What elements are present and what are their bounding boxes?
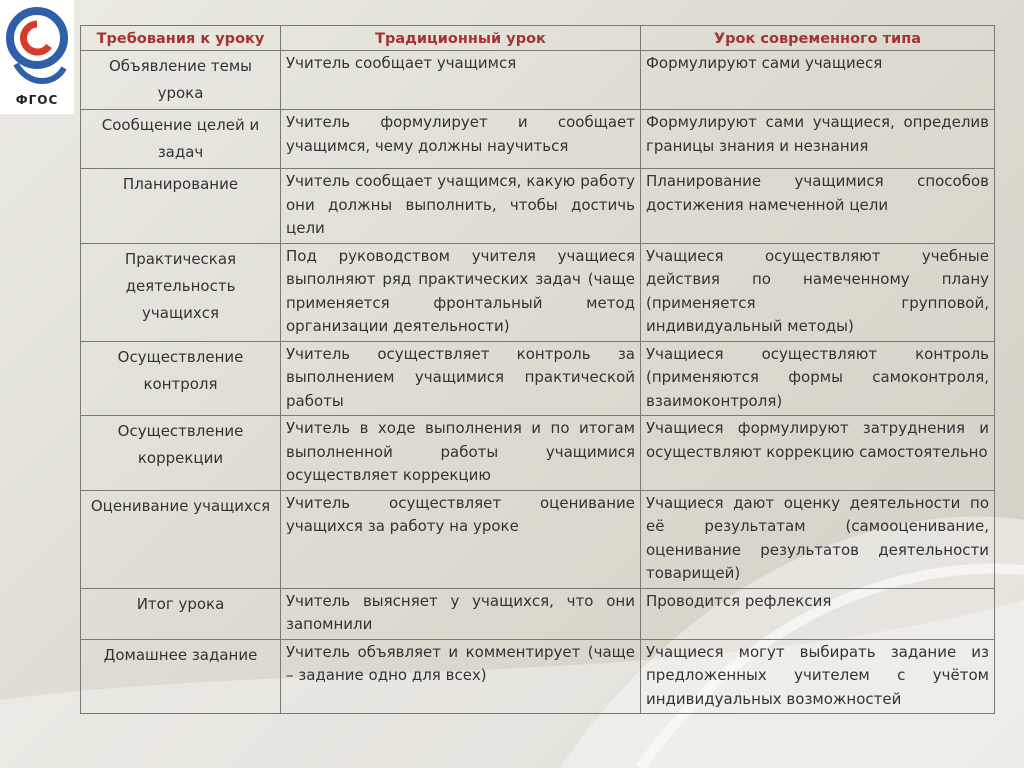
requirement-cell: Сообщение целей и задач bbox=[81, 110, 281, 169]
traditional-cell: Под руководством учителя учащиеся выполняют ряд практических задач (чаще применяется фронтальный метод организации деятельности) bbox=[281, 243, 641, 341]
traditional-cell: Учитель формулирует и сообщает учащимся, чему должны научиться bbox=[281, 110, 641, 169]
modern-cell: Учащиеся осуществляют учебные действия по намеченному плану (применяется групповой, индивидуальный методы) bbox=[641, 243, 995, 341]
modern-cell: Учащиеся формулируют затруднения и осуществляют коррекцию самостоятельно bbox=[641, 416, 995, 491]
table-row bbox=[81, 169, 995, 244]
fgos-logo bbox=[0, 0, 74, 114]
traditional-cell: Учитель осуществляет оценивание учащихся за работу на уроке bbox=[281, 490, 641, 588]
modern-cell: Учащиеся могут выбирать задание из предложенных учителем с учётом индивидуальных возможностей bbox=[641, 639, 995, 714]
table-header-row bbox=[81, 26, 995, 51]
modern-cell: Учащиеся дают оценку деятельности по её результатам (самооценивание, оценивание результатов деятельности товарищей) bbox=[641, 490, 995, 588]
traditional-cell: Учитель осуществляет контроль за выполнением учащимися практической работы bbox=[281, 341, 641, 416]
table-row bbox=[81, 51, 995, 110]
traditional-cell: Учитель сообщает учащимся, какую работу они должны выполнить, чтобы достичь цели bbox=[281, 169, 641, 244]
requirement-cell: Оценивание учащихся bbox=[81, 490, 281, 588]
table-row bbox=[81, 110, 995, 169]
requirement-cell: Планирование bbox=[81, 169, 281, 244]
table-row bbox=[81, 416, 995, 491]
requirement-cell: Осуществление контроля bbox=[81, 341, 281, 416]
table-row bbox=[81, 243, 995, 341]
modern-cell: Формулируют сами учащиеся bbox=[641, 51, 995, 110]
requirement-cell: Объявление темы урока bbox=[81, 51, 281, 110]
header-modern: Урок современного типа bbox=[641, 26, 995, 51]
traditional-cell: Учитель выясняет у учащихся, что они запомнили bbox=[281, 588, 641, 639]
table-row bbox=[81, 490, 995, 588]
traditional-cell: Учитель в ходе выполнения и по итогам выполненной работы учащимися осуществляет коррекцию bbox=[281, 416, 641, 491]
requirement-cell: Практическая деятельность учащихся bbox=[81, 243, 281, 341]
requirement-cell: Домашнее задание bbox=[81, 639, 281, 714]
modern-cell: Проводится рефлексия bbox=[641, 588, 995, 639]
header-traditional: Традиционный урок bbox=[281, 26, 641, 51]
table-row bbox=[81, 639, 995, 714]
requirement-cell: Осуществление коррекции bbox=[81, 416, 281, 491]
table-row bbox=[81, 341, 995, 416]
modern-cell: Учащиеся осуществляют контроль (применяются формы самоконтроля, взаимоконтроля) bbox=[641, 341, 995, 416]
comparison-table bbox=[80, 25, 995, 714]
logo-label: ФГОС bbox=[15, 93, 59, 107]
fgos-emblem-icon bbox=[4, 2, 70, 92]
requirement-cell: Итог урока bbox=[81, 588, 281, 639]
traditional-cell: Учитель объявляет и комментирует (чаще – задание одно для всех) bbox=[281, 639, 641, 714]
traditional-cell: Учитель сообщает учащимся bbox=[281, 51, 641, 110]
modern-cell: Формулируют сами учащиеся, определив границы знания и незнания bbox=[641, 110, 995, 169]
header-requirements: Требования к уроку bbox=[81, 26, 281, 51]
table-row bbox=[81, 588, 995, 639]
modern-cell: Планирование учащимися способов достижения намеченной цели bbox=[641, 169, 995, 244]
